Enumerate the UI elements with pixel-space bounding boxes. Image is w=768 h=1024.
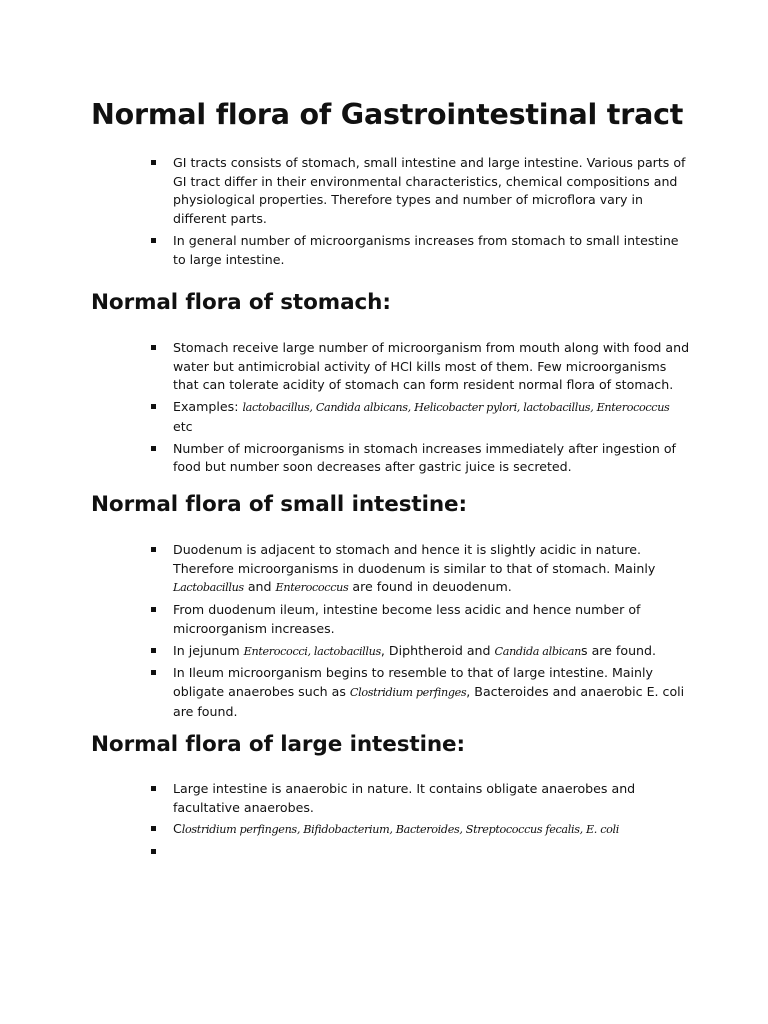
- stomach-item-1: Stomach receive large number of microorganism from mouth along with food and water but antimicrobial activity of HCl kills most of them. Few microorganisms that can tolerate acidity of stomach can form resident normal flora of stomach.: [151, 339, 691, 395]
- intro-item-2: In general number of microorganisms increases from stomach to small intestine to large intestine.: [151, 232, 691, 269]
- stomach-item-2-prefix: Examples:: [173, 399, 243, 415]
- small-intestine-item-3: [151, 642, 691, 662]
- page-title: Normal flora of Gastrointestinal tract: [91, 98, 684, 131]
- intro-item-1: GI tracts consists of stomach, small intestine and large intestine. Various parts of GI tract differ in their environmental characteristics, chemical compositions and physiological properties. Therefore types and number of microflora vary in different parts.: [151, 154, 691, 229]
- enterococcus-name: Enterococcus: [275, 581, 349, 595]
- intro-list: [151, 154, 691, 269]
- jejunum-organisms: Enterococci, lactobacillus: [243, 644, 381, 658]
- lactobacillus-name: Lactobacillus: [173, 581, 244, 595]
- large-intestine-list: [151, 780, 691, 861]
- small-intestine-item-4: [151, 664, 691, 721]
- small-intestine-list: [151, 541, 691, 721]
- clostridium-name: Clostridium perfinges: [349, 685, 467, 699]
- small-intestine-item-3-text-b: , Diphtheroid and: [380, 642, 495, 658]
- large-intestine-item-2: [151, 820, 733, 840]
- large-intestine-organisms: lostridium perfingens, Bifidobacterium, Bacteroides, Streptococcus fecalis, E. coli: [181, 823, 619, 837]
- stomach-examples-organisms: lactobacillus, Candida albicans, Helicobacter pylori, lactobacillus, Enterococcus: [242, 401, 670, 415]
- stomach-heading: Normal flora of stomach:: [91, 290, 391, 315]
- small-intestine-item-3-text-a: In jejunum: [173, 642, 244, 658]
- small-intestine-item-1-text-b: and: [243, 579, 276, 595]
- large-intestine-item-1: Large intestine is anaerobic in nature. It contains obligate anaerobes and facultative anaerobes.: [151, 780, 691, 817]
- small-intestine-item-4-text-b: , Bacteroides and anaerobic E. coli are found.: [173, 683, 685, 719]
- empty-bullet: [151, 843, 691, 861]
- candida-name: Candida albican: [494, 644, 581, 658]
- large-intestine-heading: Normal flora of large intestine:: [91, 732, 466, 757]
- stomach-item-2: [151, 398, 691, 436]
- small-intestine-item-2: From duodenum ileum, intestine become less acidic and hence number of microorganism increases.: [151, 601, 691, 638]
- large-intestine-item-2-initial: C: [173, 821, 182, 837]
- small-intestine-item-3-text-c: s are found.: [581, 642, 657, 658]
- small-intestine-item-1-text-c: are found in deuodenum.: [348, 579, 512, 595]
- small-intestine-item-1-text-a: Duodenum is adjacent to stomach and hence it is slightly acidic in nature. Therefore microorganisms in duodenum is similar to that of stomach. Mainly: [173, 542, 656, 576]
- stomach-item-3: Number of microorganisms in stomach increases immediately after ingestion of food but number soon decreases after gastric juice is secreted.: [151, 440, 691, 477]
- small-intestine-item-1: [151, 541, 691, 598]
- stomach-item-2-suffix: etc: [173, 418, 193, 434]
- small-intestine-item-4-text-a: In Ileum microorganism begins to resemble to that of large intestine. Mainly obligate anaerobes such as: [173, 665, 653, 699]
- small-intestine-heading: Normal flora of small intestine:: [91, 492, 468, 517]
- stomach-list: [151, 339, 691, 477]
